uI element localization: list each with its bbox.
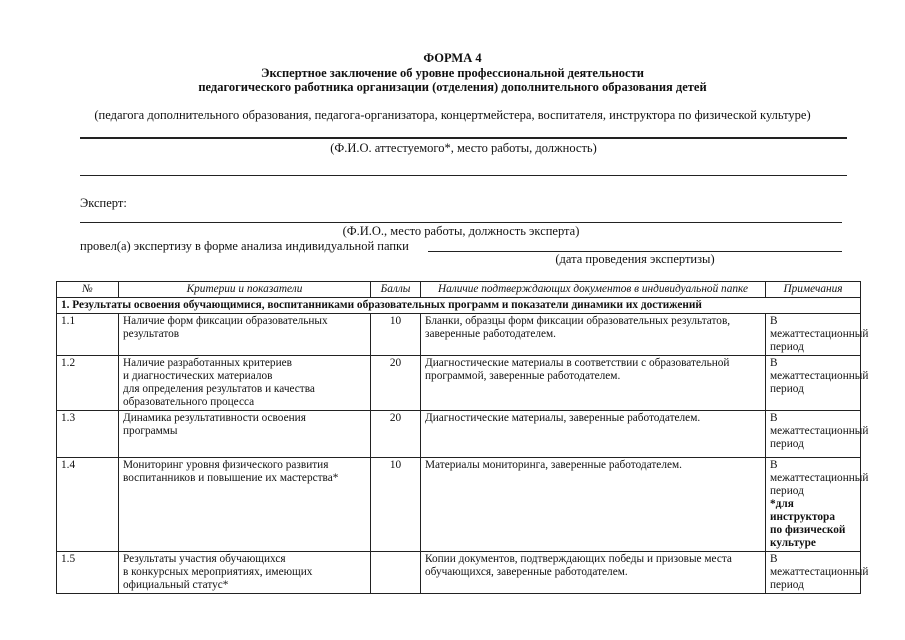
expert-label: Эксперт: <box>80 196 127 210</box>
positions-line: (педагога дополнительного образования, педагога-организатора, концертмейстера, воспитателя, инструктора по физической культуре) <box>94 108 811 122</box>
docs-line: Бланки, образцы форм фиксации образовательных результатов, <box>425 315 731 327</box>
row-points: 20 <box>371 356 421 411</box>
note-bold-line: культуре <box>770 537 816 549</box>
note-line: межаттестационный <box>770 370 869 382</box>
table-row <box>57 314 861 356</box>
form-label: ФОРМА 4 <box>423 51 482 65</box>
row-points: 10 <box>371 458 421 552</box>
row-criteria <box>119 458 371 552</box>
criteria-line: Динамика результативности освоения <box>123 412 306 424</box>
note-line: период <box>770 341 804 353</box>
note-bold-line: по физической <box>770 524 846 536</box>
note-line: период <box>770 485 804 497</box>
criteria-line: воспитанников и повышение их мастерства* <box>123 472 339 484</box>
note-line: В <box>770 315 778 327</box>
date-caption: (дата проведения экспертизы) <box>555 252 715 266</box>
header-docs: Наличие подтверждающих документов в индивидуальной папке <box>421 282 766 298</box>
row-docs <box>421 552 766 594</box>
row-points: 10 <box>371 314 421 356</box>
note-line: В <box>770 553 778 565</box>
criteria-table <box>56 281 869 594</box>
expert-caption: (Ф.И.О., место работы, должность эксперта) <box>342 224 580 238</box>
table-header-row <box>57 282 861 298</box>
row-criteria <box>119 314 371 356</box>
row-num: 1.3 <box>57 411 119 458</box>
note-line: межаттестационный <box>770 425 869 437</box>
criteria-line: и диагностических материалов <box>123 370 273 382</box>
row-num: 1.5 <box>57 552 119 594</box>
docs-line: Материалы мониторинга, заверенные работодателем. <box>425 459 682 471</box>
row-note <box>766 411 869 458</box>
header-criteria: Критерии и показатели <box>119 282 371 298</box>
section-row <box>57 298 861 314</box>
expertise-text: провел(а) экспертизу в форме анализа индивидуальной папки <box>80 239 409 253</box>
criteria-line: официальный статус* <box>123 579 229 591</box>
docs-line: обучающихся, заверенные работодателем. <box>425 566 628 578</box>
expert-underline <box>80 222 842 223</box>
row-criteria <box>119 552 371 594</box>
row-note <box>766 314 869 356</box>
row-criteria <box>119 356 371 411</box>
header-points: Баллы <box>371 282 421 298</box>
note-line: период <box>770 579 804 591</box>
attested-line-2 <box>80 175 847 176</box>
row-docs <box>421 356 766 411</box>
row-num: 1.4 <box>57 458 119 552</box>
row-points <box>371 552 421 594</box>
row-docs <box>421 411 766 458</box>
table-row <box>57 552 861 594</box>
attested-caption: (Ф.И.О. аттестуемого*, место работы, должность) <box>330 141 597 155</box>
section-title: 1. Результаты освоения обучающимися, воспитанниками образовательных программ и показатели динамики их достижений <box>57 298 861 314</box>
header-num: № <box>57 282 119 298</box>
row-points: 20 <box>371 411 421 458</box>
criteria-line: программы <box>123 425 178 437</box>
criteria-line: Наличие форм фиксации образовательных <box>123 315 328 327</box>
docs-line: Копии документов, подтверждающих победы и призовые места <box>425 553 732 565</box>
note-line: В <box>770 412 778 424</box>
row-note <box>766 356 869 411</box>
row-criteria <box>119 411 371 458</box>
criteria-line: Результаты участия обучающихся <box>123 553 286 565</box>
header-notes: Примечания <box>766 282 861 298</box>
note-line: межаттестационный <box>770 566 869 578</box>
docs-line: Диагностические материалы, заверенные работодателем. <box>425 412 701 424</box>
title-line-2: педагогического работника организации (отделения) дополнительного образования детей <box>198 80 707 94</box>
row-num: 1.1 <box>57 314 119 356</box>
criteria-line: Наличие разработанных критериев <box>123 357 292 369</box>
note-bold-line: *для инструктора <box>770 498 835 523</box>
note-line: межаттестационный <box>770 472 869 484</box>
note-line: В <box>770 459 778 471</box>
table-row <box>57 356 861 411</box>
criteria-line: результатов <box>123 328 180 340</box>
row-note <box>766 458 869 552</box>
table-row <box>57 458 861 552</box>
criteria-line: Мониторинг уровня физического развития <box>123 459 329 471</box>
row-docs <box>421 458 766 552</box>
criteria-line: в конкурсных мероприятиях, имеющих <box>123 566 313 578</box>
table-row <box>57 411 861 458</box>
docs-line: программой, заверенные работодателем. <box>425 370 621 382</box>
row-docs <box>421 314 766 356</box>
note-line: В <box>770 357 778 369</box>
title-line-1: Экспертное заключение об уровне профессиональной деятельности <box>261 66 644 80</box>
docs-line: заверенные работодателем. <box>425 328 557 340</box>
note-line: период <box>770 383 804 395</box>
row-num: 1.2 <box>57 356 119 411</box>
attested-underline <box>80 137 847 139</box>
criteria-line: образовательного процесса <box>123 396 255 408</box>
docs-line: Диагностические материалы в соответствии с образовательной <box>425 357 730 369</box>
row-note <box>766 552 869 594</box>
note-line: период <box>770 438 804 450</box>
criteria-line: для определения результатов и качества <box>123 383 315 395</box>
note-line: межаттестационный <box>770 328 869 340</box>
